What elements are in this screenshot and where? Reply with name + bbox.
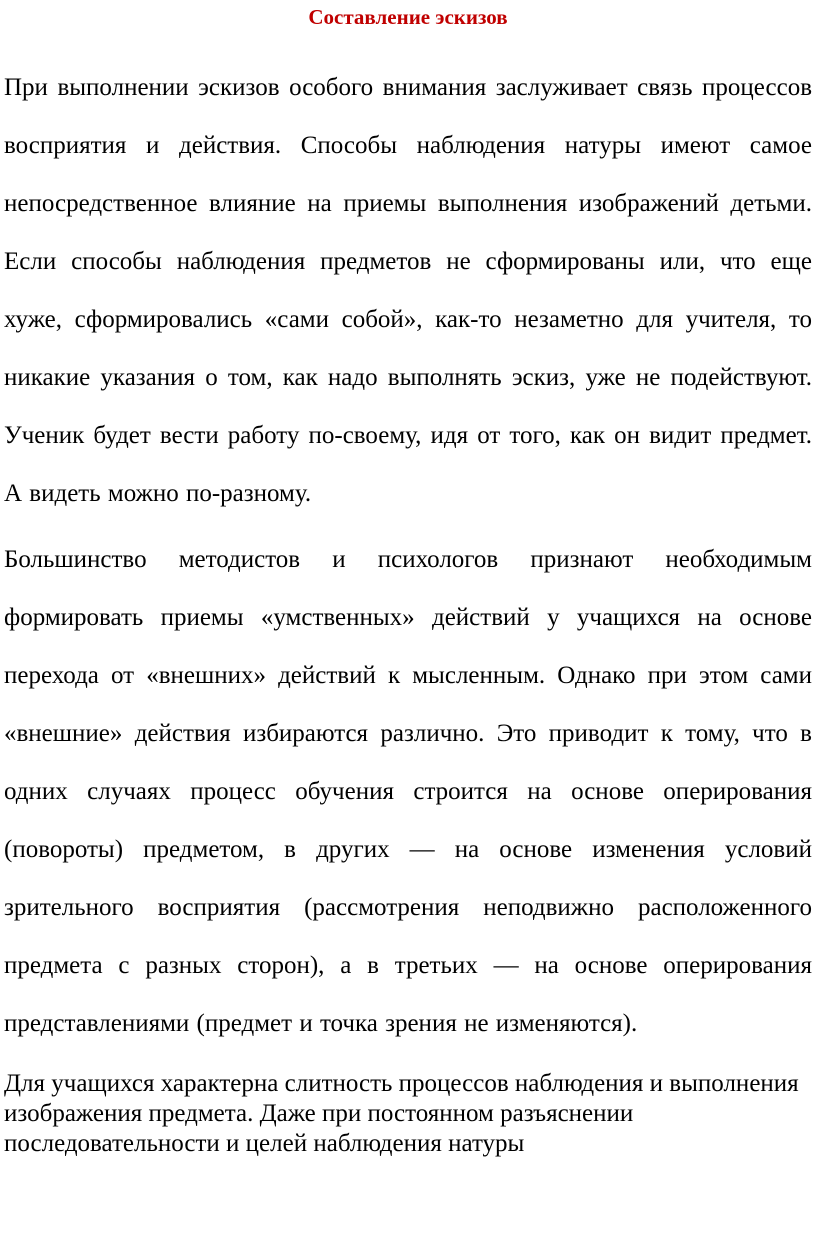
- paragraph-1: При выполнении эскизов особого внимания заслуживает связь процессов восприятия и действия. Способы наблюдения натуры имеют самое непосредственное влияние на приемы выполнения изображений детьми. Если способы наблюдения предметов не сформированы или, что еще хуже, сформировались «сами собой», как-то незаметно для учителя, то никакие указания о том, как надо выполнять эскиз, уже не подействуют. Ученик будет вести работу по-своему, идя от того, как он видит предмет. А видеть можно по-разному.: [4, 74, 812, 507]
- paragraph-3: Для учащихся характерна слитность процессов наблюдения и выполнения изображения предмета. Даже при постоянном разъяснении последовательности и целей наблюдения натуры: [4, 1070, 799, 1157]
- page-title: Составление эскизов: [308, 5, 508, 29]
- paragraph-2: Большинство методистов и психологов признают необходимым формировать приемы «умственных» действий у учащихся на основе перехода от «внешних» действий к мысленным. Однако при этом сами «внешние» действия избираются различно. Это приводит к тому, что в одних случаях процесс обучения строится на основе оперирования (повороты) предметом, в других — на основе изменения условий зрительного восприятия (рассмотрения неподвижно расположенного предмета с разных сторон), а в третьих — на основе оперирования представлениями (предмет и точка зрения не изменяются).: [4, 546, 812, 1037]
